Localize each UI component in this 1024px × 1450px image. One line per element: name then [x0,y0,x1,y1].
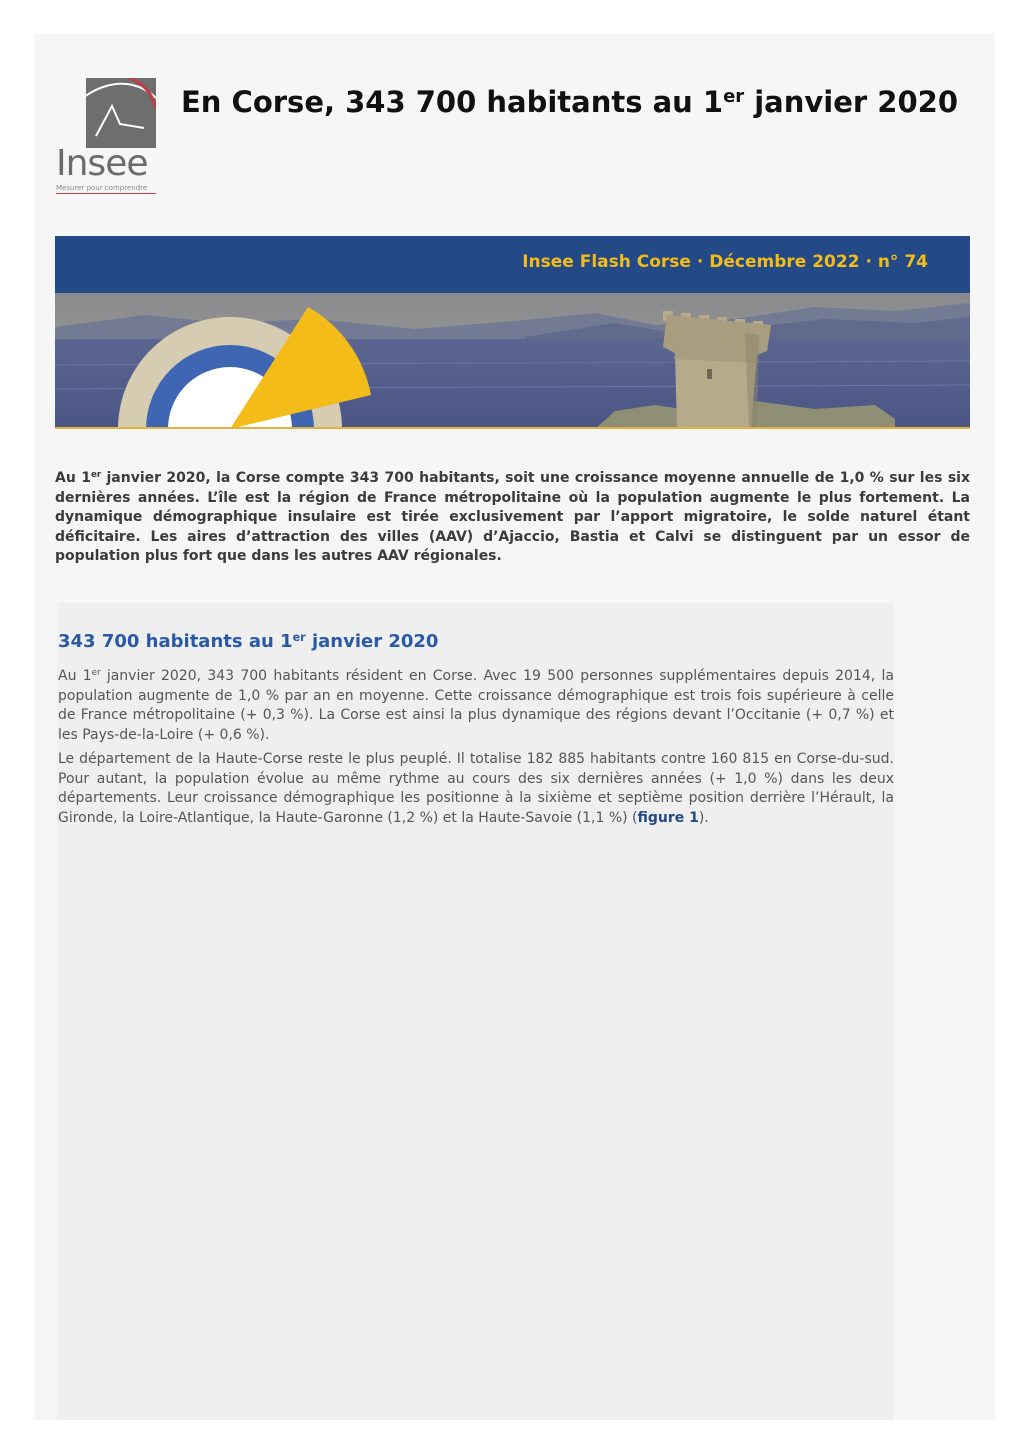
cover-banner-image [55,293,970,429]
insee-tagline: Mesurer pour comprendre [56,184,156,194]
abstract-superscript: er [90,470,102,481]
insee-logo-mark-icon [86,78,156,148]
title-superscript: er [723,86,745,108]
body-paragraph-1 [58,667,894,745]
page-title [181,82,961,122]
insee-wordmark: Insee [56,143,148,184]
section-heading-superscript: er [292,630,306,644]
p1-superscript: er [91,668,101,679]
p1-text: Au 1 [58,668,92,684]
publication-reference: Insee Flash Corse · Décembre 2022 · n° 74 [522,252,928,272]
title-text-end: janvier 2020 [744,85,959,119]
abstract-paragraph [55,469,970,567]
p2-text-end: ). [698,809,709,826]
body-paragraph-2 [58,750,894,828]
p1-text-end: janvier 2020, 343 700 habitants résident en Corse. Avec 19 500 personnes supplémentaires depuis 2014, la population augmente de 1,0 % par an en moyenne. Cette croissance démographique est trois fois supérieure à celle de France métropolitaine (+ 0,3 %). La Corse est ainsi la plus dynamique des régions devant l’Occitanie (+ 0,7 %) et les Pays-de-la-Loire (+ 0,6 %). [58,668,894,743]
figure-1-link[interactable]: figure 1 [637,809,699,826]
section-heading-text-end: janvier 2020 [305,631,439,652]
section-heading [58,631,438,652]
abstract-text-end: janvier 2020, la Corse compte 343 700 habitants, soit une croissance moyenne annuelle de 1,0 % sur les six dernières années. L’île est la région de France métropolitaine où la population augmente le plus fortement. La dynamique démographique insulaire est tirée exclusivement par l’apport migratoire, le solde naturel étant déficitaire. Les aires d’attraction des villes (AAV) d’Ajaccio, Bastia et Calvi se distinguent par un essor de population plus fort que dans les autres AAV régionales. [55,470,970,564]
abstract-text: Au 1 [55,470,91,486]
insee-logo[interactable] [56,78,160,196]
section-heading-text: 343 700 habitants au 1 [58,631,293,652]
title-text: En Corse, 343 700 habitants au 1 [181,85,724,119]
publication-band [55,236,970,293]
p2-text: Le département de la Haute-Corse reste le plus peuplé. Il totalise 182 885 habitants contre 160 815 en Corse-du-sud. Pour autant, la population évolue au même rythme au cours des six dernières années (+ 1,0 %) dans les deux départements. Leur croissance démographique les positionne à la sixième et septième position derrière l’Hérault, la Gironde, la Loire-Atlantique, la Haute-Garonne (1,2 %) et la Haute-Savoie (1,1 %) ( [58,751,894,826]
banner-illustration [55,293,970,429]
